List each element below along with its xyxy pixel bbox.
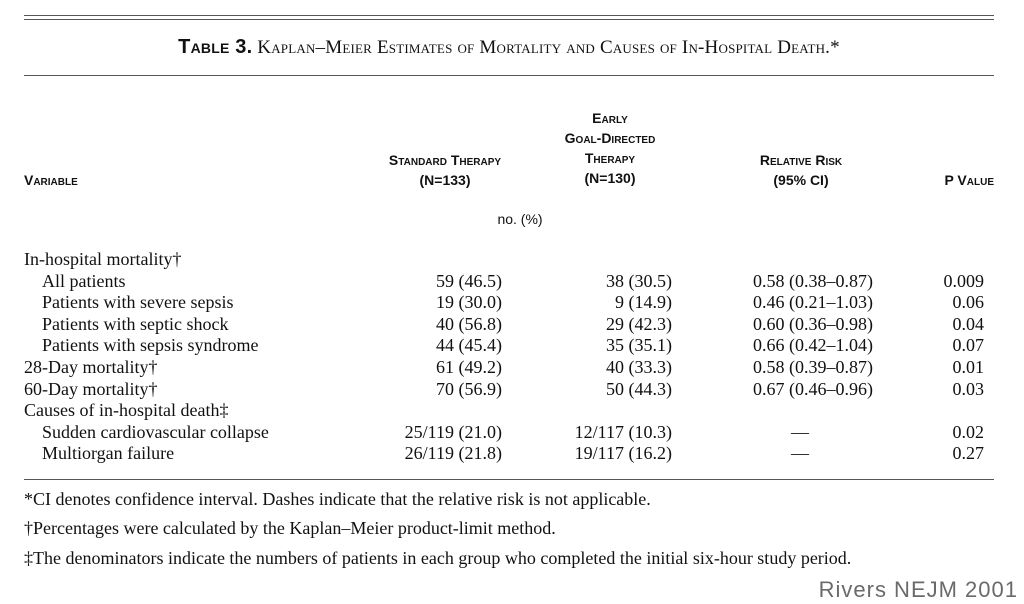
cell-p-value: 0.04 (952, 313, 984, 334)
cell-egdt: 50 (44.3) (606, 378, 672, 399)
column-header-egdt-line3: Therapy (584, 150, 636, 166)
table-bottom-rule (24, 479, 994, 480)
cell-standard-therapy: 61 (49.2) (436, 356, 502, 377)
table-row (24, 422, 984, 444)
row-label: 28-Day mortality† (24, 356, 158, 377)
table-row (24, 271, 984, 293)
column-header-egdt-line4: (N=130) (584, 170, 636, 186)
cell-relative-risk: 0.58 (0.38–0.87) (753, 270, 873, 291)
row-label: In-hospital mortality† (24, 249, 182, 269)
cell-egdt: 38 (30.5) (606, 270, 672, 291)
row-label: Patients with sepsis syndrome (42, 335, 259, 356)
cell-standard-therapy: 25/119 (21.0) (404, 421, 502, 442)
column-header-egdt-line1: Early (592, 110, 628, 126)
column-header-egdt (530, 108, 690, 188)
cell-egdt (502, 249, 672, 271)
table-row (24, 443, 984, 465)
cell-p-value (873, 400, 984, 422)
column-header-egdt-line2: Goal-Directed (564, 130, 656, 146)
footnote-denominators: ‡The denominators indicate the numbers of patients in each group who completed the initial six-hour study period. (24, 548, 852, 568)
cell-egdt: 40 (33.3) (606, 356, 672, 377)
data-table (24, 249, 984, 465)
row-label: All patients (42, 270, 126, 291)
cell-p-value (873, 249, 984, 271)
column-header-standard-therapy (370, 150, 520, 190)
cell-relative-risk: 0.46 (0.21–1.03) (753, 292, 873, 313)
table-row (24, 357, 984, 379)
column-header-standard-line2: (N=133) (419, 172, 471, 188)
cell-standard-therapy (354, 249, 502, 271)
top-rule-secondary (24, 19, 994, 20)
cell-egdt: 19/117 (16.2) (574, 443, 672, 464)
cell-egdt (502, 400, 672, 422)
cell-p-value: 0.009 (943, 270, 984, 291)
footnote-kaplan-meier: †Percentages were calculated by the Kaplan–Meier product-limit method. (24, 518, 556, 538)
cell-relative-risk: — (791, 443, 809, 464)
cell-p-value: 0.01 (952, 356, 984, 377)
table-title (24, 36, 994, 59)
cell-relative-risk (672, 400, 873, 422)
cell-relative-risk: 0.66 (0.42–1.04) (753, 335, 873, 356)
cell-egdt: 29 (42.3) (606, 313, 672, 334)
source-watermark: Rivers NEJM 2001 (818, 577, 1018, 602)
cell-relative-risk (672, 249, 873, 271)
cell-relative-risk: — (791, 421, 809, 442)
cell-egdt: 35 (35.1) (606, 335, 672, 356)
title-rule (24, 75, 994, 76)
cell-relative-risk: 0.67 (0.46–0.96) (753, 378, 873, 399)
column-header-variable: Variable (24, 172, 78, 188)
cell-p-value: 0.07 (952, 335, 984, 356)
table-row (24, 400, 984, 422)
column-header-rr-line2: (95% CI) (773, 172, 829, 188)
cell-relative-risk: 0.58 (0.39–0.87) (753, 356, 873, 377)
cell-standard-therapy: 26/119 (21.8) (404, 443, 502, 464)
column-header-p-value: P Value (944, 172, 994, 188)
cell-standard-therapy: 40 (56.8) (436, 313, 502, 334)
cell-p-value: 0.03 (952, 378, 984, 399)
cell-p-value: 0.27 (952, 443, 984, 464)
cell-egdt: 9 (14.9) (615, 292, 672, 313)
row-label: Sudden cardiovascular collapse (42, 421, 269, 442)
table-row (24, 292, 984, 314)
cell-standard-therapy: 19 (30.0) (436, 292, 502, 313)
cell-standard-therapy: 44 (45.4) (436, 335, 502, 356)
table-row (24, 249, 984, 271)
cell-egdt: 12/117 (10.3) (574, 421, 672, 442)
row-label: Multiorgan failure (42, 443, 175, 464)
table-title-text: Kaplan–Meier Estimates of Mortality and Causes of In-Hospital Death.* (257, 37, 840, 58)
table-title-lead: Table 3. (178, 36, 253, 58)
top-rule (24, 15, 994, 16)
cell-p-value: 0.06 (952, 292, 984, 313)
cell-standard-therapy: 70 (56.9) (436, 378, 502, 399)
units-label: no. (%) (497, 211, 543, 227)
cell-p-value: 0.02 (952, 421, 984, 442)
cell-standard-therapy (354, 400, 502, 422)
column-header-standard-line1: Standard Therapy (388, 152, 502, 168)
row-label: Patients with severe sepsis (42, 292, 234, 313)
cell-relative-risk: 0.60 (0.36–0.98) (753, 313, 873, 334)
table-row (24, 335, 984, 357)
cell-standard-therapy: 59 (46.5) (436, 270, 502, 291)
column-header-relative-risk (716, 150, 886, 190)
table-body (24, 249, 984, 465)
table-row (24, 379, 984, 401)
column-header-rr-line1: Relative Risk (759, 152, 843, 168)
row-label: Patients with septic shock (42, 313, 229, 334)
row-label: 60-Day mortality† (24, 378, 158, 399)
footnote-ci: *CI denotes confidence interval. Dashes indicate that the relative risk is not applicable. (24, 489, 651, 509)
row-label: Causes of in-hospital death‡ (24, 400, 229, 421)
table-row (24, 314, 984, 336)
